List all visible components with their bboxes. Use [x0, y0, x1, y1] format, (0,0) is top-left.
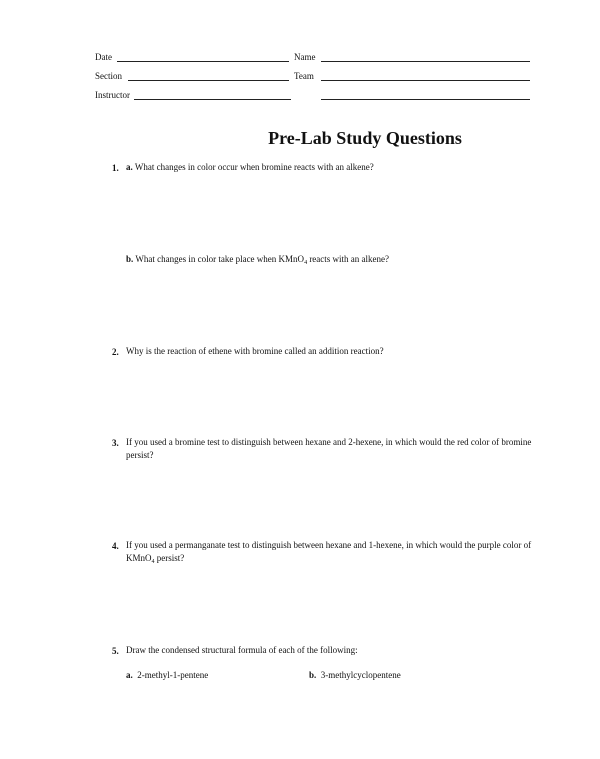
q3-text: If you used a bromine test to distinguish between hexane and 2-hexene, in which would the red color of bromine persist? [126, 437, 532, 460]
q5a-letter: a. [126, 670, 133, 680]
instructor-label: Instructor [95, 90, 130, 100]
q5-text: Draw the condensed structural formula of each of the following: [126, 645, 358, 655]
q2-text: Why is the reaction of ethene with bromine called an addition reaction? [126, 346, 384, 356]
q5a-text: 2-methyl-1-pentene [137, 670, 209, 680]
name-label: Name [294, 52, 316, 62]
q5a-block [126, 669, 208, 682]
q5-number: 5. [112, 646, 119, 656]
team-label: Team [294, 71, 314, 81]
instructor-field-line[interactable] [134, 99, 291, 100]
q1-number: 1. [112, 163, 119, 173]
q5b-block [309, 669, 401, 682]
q4-text-post: persist? [154, 553, 185, 563]
q1b-letter: b. [126, 254, 134, 264]
section-label: Section [95, 71, 122, 81]
q3-number: 3. [112, 438, 119, 448]
q2-number: 2. [112, 347, 119, 357]
q5b-text: 3-methylcyclopentene [320, 670, 401, 680]
q1b-text-block [126, 253, 526, 266]
date-field-line[interactable] [117, 61, 289, 62]
section-field-line[interactable] [128, 80, 289, 81]
q1a-letter: a. [126, 162, 133, 172]
q4-subscript: 4 [151, 559, 155, 565]
team-field-line[interactable] [321, 80, 530, 81]
q1a-text-block [126, 161, 526, 174]
page-title: Pre-Lab Study Questions [268, 128, 462, 148]
extra-field-line[interactable] [321, 99, 530, 100]
q1b-text-pre: What changes in color take place when KMnO [135, 254, 305, 264]
q1a-text: What changes in color occur when bromine reacts with an alkene? [134, 162, 374, 172]
q1b-subscript: 4 [304, 260, 308, 266]
q1b-text-post: reacts with an alkene? [307, 254, 390, 264]
q4-text-pre: If you used a permanganate test to distinguish between hexane and 1-hexene, in which would the purple color of KMnO [126, 540, 532, 563]
q4-text-block [126, 539, 536, 565]
date-label: Date [95, 52, 112, 62]
q5b-letter: b. [309, 670, 317, 680]
name-field-line[interactable] [321, 61, 530, 62]
q4-number: 4. [112, 541, 119, 551]
